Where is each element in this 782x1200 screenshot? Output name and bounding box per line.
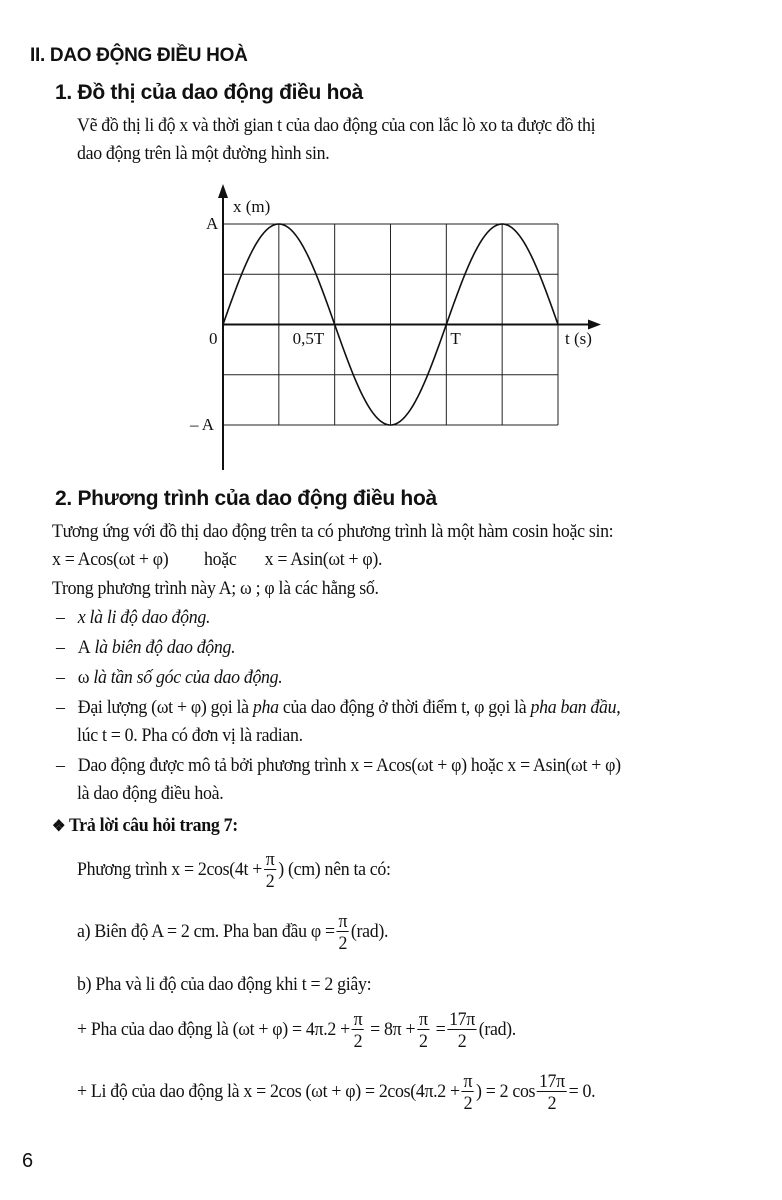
answer-b-title: b) Pha và li độ của dao động khi t = 2 giây: [77, 974, 372, 995]
equation-sin: x = Asin(ωt + φ). [264, 549, 383, 570]
equation-or: hoặc [204, 549, 237, 570]
page-number: 6 [22, 1150, 34, 1172]
bullet-angular-frequency: – ω là tần số góc của dao động. [56, 667, 283, 688]
fraction-pi-over-2: $\frac{\pi}{2}$ [265, 849, 275, 892]
part2-intro: Tương ứng với đồ thị dao động trên ta có phương trình là một hàm cosin hoặc sin: [52, 521, 614, 542]
section-title: II. DAO ĐỘNG ĐIỀU HOÀ [30, 45, 248, 66]
answer-equation: Phương trình x = 2cos(4t + $\frac{\pi}{2}$ ) (cm) nên ta có: [77, 849, 391, 892]
phase-line2: lúc t = 0. Pha có đơn vị là radian. [77, 725, 303, 746]
fraction-pi-over-2: $\frac{\pi}{2}$ [418, 1009, 428, 1052]
fraction-17pi-over-2: $\frac{17\pi}{2}$ [449, 1009, 475, 1052]
x-tick-label: T [450, 329, 461, 348]
bullet-dash: – [56, 607, 65, 628]
equations-line [52, 549, 382, 571]
x-axis-label: t (s) [565, 329, 592, 348]
y-tick-label: – A [190, 415, 215, 434]
answer-a: a) Biên độ A = 2 cm. Pha ban đầu φ = $\frac{\pi}{2}$ (rad). [77, 911, 389, 954]
answer-b-displacement: + Li độ của dao động là x = 2cos (ωt + φ) = 2cos(4π.2 + $\frac{\pi}{2}$ ) = 2 cos $\frac{17\pi}{2}$ = 0. [77, 1071, 596, 1114]
harmonic-definition-line2: là dao động điều hoà. [77, 783, 224, 804]
bullet-phase: – Đại lượng (ωt + φ) gọi là pha của dao động ở thời điểm t, φ gọi là pha ban đầu, [56, 697, 621, 718]
x-tick-label: 0 [209, 329, 218, 348]
bullet-dash: – [56, 637, 65, 658]
diamond-bullet-icon: ❖ [52, 818, 66, 835]
y-axis-label: x (m) [233, 197, 271, 216]
bullet-harmonic-definition: – Dao động được mô tả bởi phương trình x = Acos(ωt + φ) hoặc x = Asin(ωt + φ) [56, 755, 621, 776]
constants-line: Trong phương trình này A; ω ; φ là các hằng số. [52, 578, 379, 599]
part1-line1: Vẽ đồ thị li độ x và thời gian t của dao động của con lắc lò xo ta được đồ thị [77, 115, 596, 136]
bullet-dash: – [56, 755, 65, 776]
part1-title: 1. Đồ thị của dao động điều hoà [55, 81, 364, 104]
answer-b-phase: + Pha của dao động là (ωt + φ) = 4π.2 + $\frac{\pi}{2}$ = 8π + $\frac{\pi}{2}$ = $\frac{17\pi}{2}$ (rad). [77, 1009, 516, 1052]
oscillation-graph [0, 0, 782, 500]
bullet-dash: – [56, 697, 65, 718]
bullet-dash: – [56, 667, 65, 688]
answer-title: Trả lời câu hỏi trang 7: [68, 815, 238, 836]
x-axis-arrow-icon [588, 320, 601, 330]
chart-axes [218, 184, 601, 470]
fraction-pi-over-2: $\frac{\pi}{2}$ [353, 1009, 363, 1052]
y-tick-label: A [206, 214, 219, 233]
fraction-pi-over-2: $\frac{\pi}{2}$ [463, 1071, 473, 1114]
y-axis-arrow-icon [218, 184, 228, 198]
fraction-pi-over-2: $\frac{\pi}{2}$ [338, 911, 348, 954]
equation-cos: x = Acos(ωt + φ) [52, 549, 169, 570]
bullet-amplitude: – A là biên độ dao động. [56, 637, 236, 658]
bullet-displacement: – x là li độ dao động. [56, 607, 211, 628]
part1-line2: dao động trên là một đường hình sin. [77, 143, 330, 164]
fraction-17pi-over-2: $\frac{17\pi}{2}$ [538, 1071, 565, 1114]
part2-title: 2. Phương trình của dao động điều hoà [55, 487, 437, 510]
x-tick-label: 0,5T [292, 329, 325, 348]
answer-heading [52, 815, 238, 837]
